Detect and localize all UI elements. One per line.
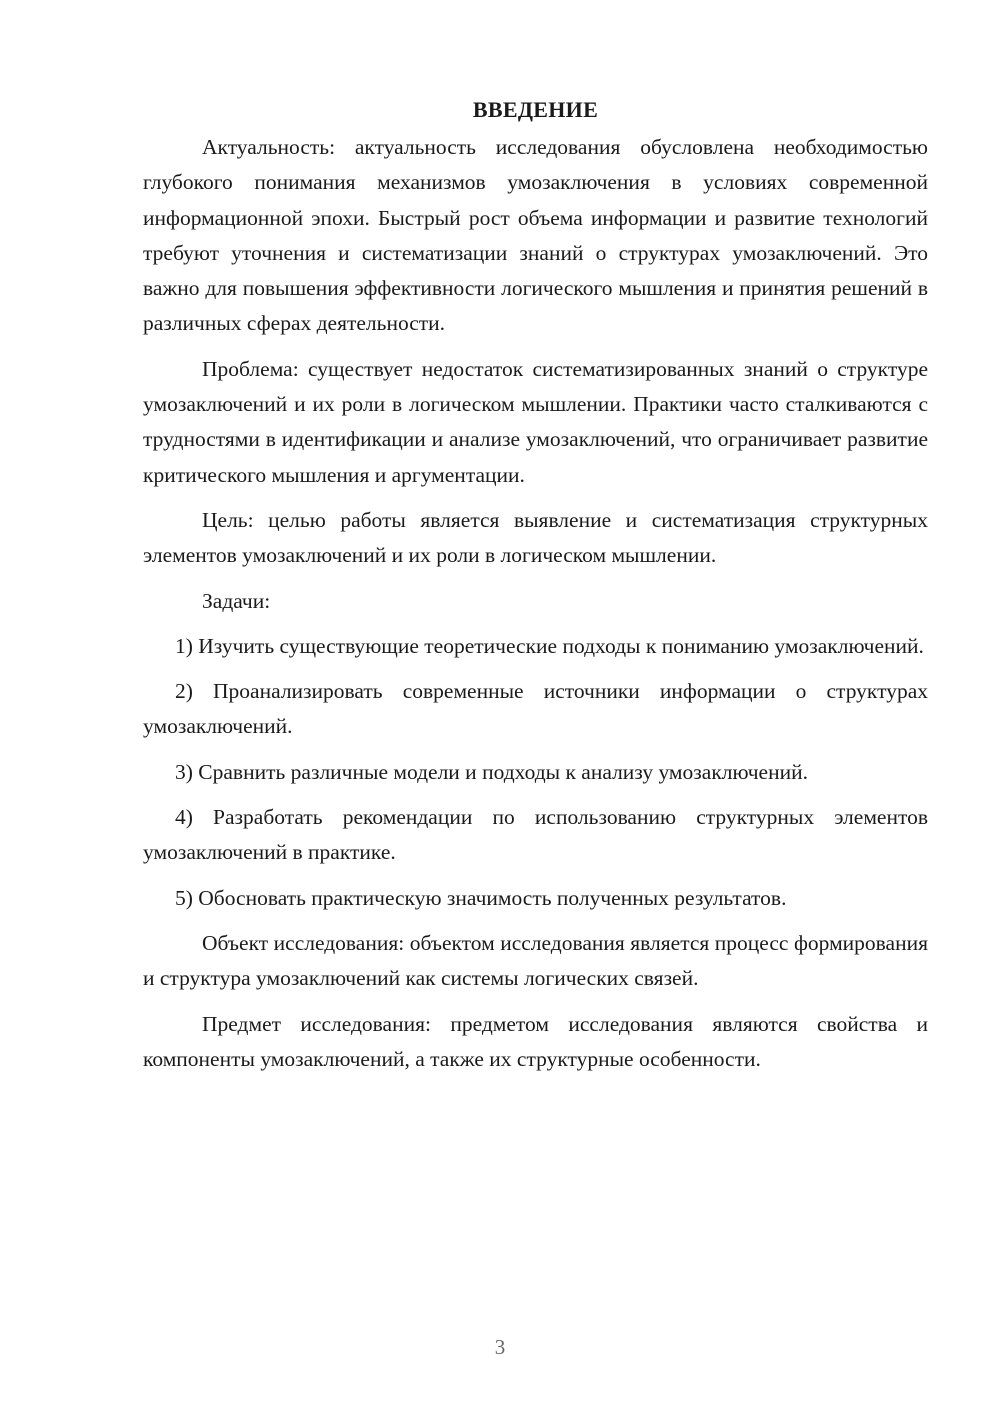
problem-paragraph: Проблема: существует недостаток систематизированных знаний о структуре умозаключений и их роли в логическом мышлении. Практики часто сталкиваются с трудностями в идентификации и анализе умозаключений, что ограничивает развитие критического мышления и аргументации. xyxy=(143,356,928,487)
subject-paragraph: Предмет исследования: предметом исследования являются свойства и компоненты умозаключений, а также их структурные особенности. xyxy=(143,1011,928,1071)
task-item-1: 1) Изучить существующие теоретические подходы к пониманию умозаключений. xyxy=(175,633,924,658)
task-item-3: 3) Сравнить различные модели и подходы к анализу умозаключений. xyxy=(175,759,808,784)
page-number: 3 xyxy=(494,1335,506,1359)
task-item-4: 4) Разработать рекомендации по использованию структурных элементов умозаключений в практике. xyxy=(143,805,928,865)
document-page xyxy=(143,92,928,1087)
relevance-paragraph: Актуальность: актуальность исследования обусловлена необходимостью глубокого понимания механизмов умозаключения в условиях современной информационной эпохи. Быстрый рост объема информации и развитие технологий требуют уточнения и систематизации знаний о структурах умозаключений. Это важно для повышения эффективности логического мышления и принятия решений в различных сферах деятельности. xyxy=(143,135,928,336)
task-item-2: 2) Проанализировать современные источники информации о структурах умозаключений. xyxy=(143,679,928,739)
task-item-5: 5) Обосновать практическую значимость полученных результатов. xyxy=(175,885,787,910)
section-heading: ВВЕДЕНИЕ xyxy=(472,97,599,122)
object-paragraph: Объект исследования: объектом исследования является процесс формирования и структура умозаключений как системы логических связей. xyxy=(143,930,928,991)
goal-paragraph: Цель: целью работы является выявление и систематизация структурных элементов умозаключений и их роли в логическом мышлении. xyxy=(143,507,928,568)
tasks-title: Задачи: xyxy=(202,588,271,613)
